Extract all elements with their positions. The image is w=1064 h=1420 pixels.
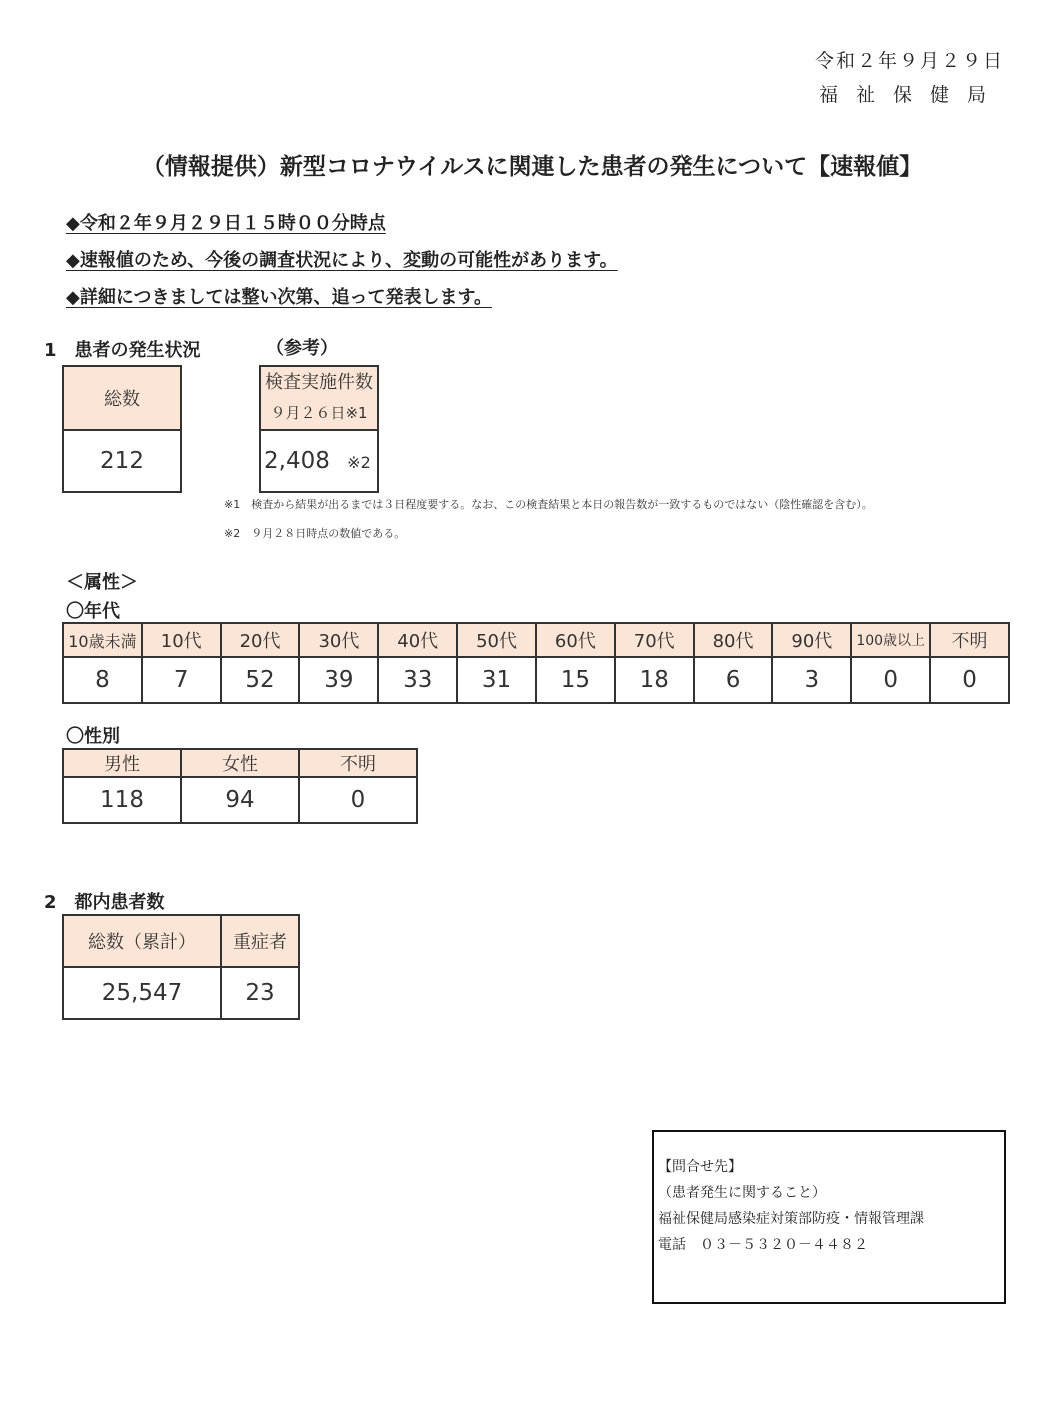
age-value: 33 bbox=[378, 657, 457, 703]
tests-value: 2,408 bbox=[264, 448, 330, 474]
section1-heading: 1 患者の発生状況 bbox=[44, 340, 201, 361]
section2-heading: 2 都内患者数 bbox=[44, 892, 165, 913]
age-label: 70代 bbox=[615, 623, 694, 657]
age-value: 3 bbox=[772, 657, 851, 703]
total-value: 212 bbox=[63, 430, 181, 492]
contact-department: 福祉保健局感染症対策部防疫・情報管理課 bbox=[658, 1211, 924, 1227]
contact-box bbox=[652, 1130, 1006, 1304]
age-label: 10歳未満 bbox=[63, 623, 142, 657]
age-value: 0 bbox=[851, 657, 930, 703]
sex-value-row bbox=[63, 777, 417, 823]
tests-header bbox=[260, 366, 378, 430]
total-label: 総数 bbox=[63, 366, 181, 430]
sex-value: 118 bbox=[63, 777, 181, 823]
sex-table bbox=[62, 748, 418, 824]
sex-label: 不明 bbox=[299, 749, 417, 777]
sex-value: 0 bbox=[299, 777, 417, 823]
age-value: 18 bbox=[615, 657, 694, 703]
age-label: 30代 bbox=[299, 623, 378, 657]
age-value: 8 bbox=[63, 657, 142, 703]
age-label: 10代 bbox=[142, 623, 221, 657]
sex-label: 女性 bbox=[181, 749, 299, 777]
bullet-preliminary-notice: ◆速報値のため、今後の調査状況により、変動の可能性があります。 bbox=[66, 250, 618, 271]
contact-heading: 【問合せ先】 bbox=[658, 1159, 742, 1175]
age-value: 15 bbox=[536, 657, 615, 703]
sex-label: 男性 bbox=[63, 749, 181, 777]
tests-note-mark: ※2 bbox=[347, 453, 371, 472]
age-value: 7 bbox=[142, 657, 221, 703]
age-header-row bbox=[63, 623, 1009, 657]
total-patients-table bbox=[62, 365, 182, 493]
age-label: 不明 bbox=[930, 623, 1009, 657]
age-label: 90代 bbox=[772, 623, 851, 657]
sex-heading: 〇性別 bbox=[66, 726, 120, 747]
cumulative-label: 総数（累計） bbox=[63, 915, 221, 967]
date-block bbox=[815, 44, 1004, 112]
contact-phone: 電話 ０３－５３２０－４４８２ bbox=[658, 1237, 868, 1253]
sex-header-row bbox=[63, 749, 417, 777]
bullet-details-notice: ◆詳細につきましては整い次第、追って発表します。 bbox=[66, 287, 493, 308]
reference-heading: （参考） bbox=[266, 338, 338, 359]
page-title: （情報提供）新型コロナウイルスに関連した患者の発生について【速報値】 bbox=[141, 154, 923, 180]
sex-value: 94 bbox=[181, 777, 299, 823]
age-value: 52 bbox=[221, 657, 300, 703]
cumulative-table bbox=[62, 914, 300, 1020]
age-table bbox=[62, 622, 1010, 704]
age-label: 40代 bbox=[378, 623, 457, 657]
cumulative-value: 25,547 bbox=[63, 967, 221, 1019]
age-value: 6 bbox=[694, 657, 773, 703]
age-value: 39 bbox=[299, 657, 378, 703]
footnote-1: ※1 検査から結果が出るまでは３日程度要する。なお、この検査結果と本日の報告数が一致するものではない（陰性確認を含む）。 bbox=[224, 498, 873, 511]
organization-name: 福祉保健局 bbox=[818, 84, 1004, 106]
tests-label: 検査実施件数 bbox=[265, 372, 373, 393]
severe-value: 23 bbox=[221, 967, 299, 1019]
tests-value-cell bbox=[260, 430, 378, 492]
age-label: 100歳以上 bbox=[851, 623, 930, 657]
bullet-timestamp: ◆令和２年９月２９日１５時００分時点 bbox=[66, 213, 386, 234]
age-heading: 〇年代 bbox=[66, 601, 120, 622]
tests-date: ９月２６日※1 bbox=[270, 404, 368, 422]
report-date: 令和２年９月２９日 bbox=[814, 50, 1004, 72]
age-value: 0 bbox=[930, 657, 1009, 703]
age-label: 20代 bbox=[221, 623, 300, 657]
contact-subject: （患者発生に関すること） bbox=[658, 1185, 826, 1201]
age-label: 80代 bbox=[694, 623, 773, 657]
age-value-row bbox=[63, 657, 1009, 703]
age-label: 50代 bbox=[457, 623, 536, 657]
severe-label: 重症者 bbox=[221, 915, 299, 967]
age-value: 31 bbox=[457, 657, 536, 703]
footnote-2: ※2 ９月２８日時点の数値である。 bbox=[224, 527, 406, 540]
age-label: 60代 bbox=[536, 623, 615, 657]
attributes-heading: ＜属性＞ bbox=[66, 572, 138, 593]
tests-table bbox=[259, 365, 379, 493]
